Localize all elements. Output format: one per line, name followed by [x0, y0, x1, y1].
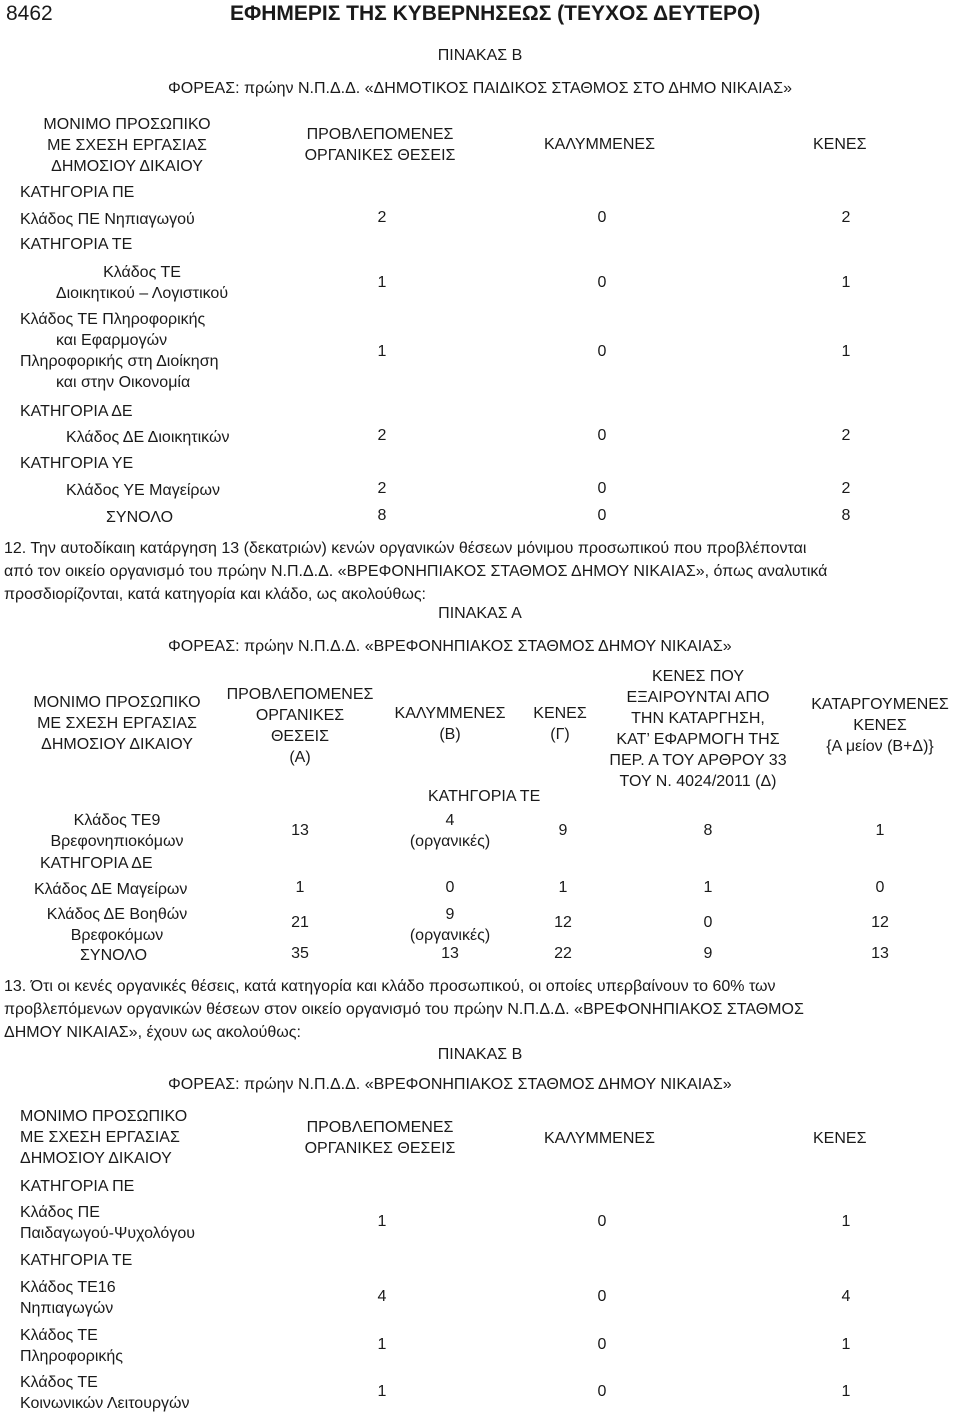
gazette-title: ΕΦΗΜΕΡΙΣ ΤΗΣ ΚΥΒΕΡΝΗΣΕΩΣ (ΤΕΥΧΟΣ ΔΕΥΤΕΡΟ): [230, 2, 761, 25]
category-heading: ΚΑΤΗΓΟΡΙΑ ΠΕ: [20, 184, 135, 201]
table-2-header-planned: ΠΡΟΒΛΕΠΟΜΕΝΕΣ ΟΡΓΑΝΙΚΕΣ ΘΕΣΕΙΣ (Α): [226, 686, 374, 766]
table-3-header-staff: ΜΟΝΙΜΟ ΠΡΟΣΩΠΙΚΟ ΜΕ ΣΧΕΣΗ ΕΡΓΑΣΙΑΣ ΔΗΜΟΣΙΟΥ ΔΙΚΑΙΟΥ: [20, 1108, 188, 1167]
table-2-header-staff: ΜΟΝΙΜΟ ΠΡΟΣΩΠΙΚΟ ΜΕ ΣΧΕΣΗ ΕΡΓΑΣΙΑΣ ΔΗΜΟΣΙΟΥ ΔΙΚΑΙΟΥ: [33, 694, 201, 753]
category-heading: ΚΑΤΗΓΟΡΙΑ ΠΕ: [20, 1178, 135, 1195]
table-3-subtitle: ΦΟΡΕΑΣ: πρώην Ν.Π.Δ.Δ. «ΒΡΕΦΟΝΗΠΙΑΚΟΣ ΣΤΑΘΜΟΣ ΔΗΜΟΥ ΝΙΚΑΙΑΣ»: [168, 1076, 732, 1093]
category-heading: ΚΑΤΗΓΟΡΙΑ ΔΕ: [20, 403, 133, 420]
category-heading: ΚΑΤΗΓΟΡΙΑ ΤΕ: [20, 236, 133, 253]
table-1-header-planned: ΠΡΟΒΛΕΠΟΜΕΝΕΣ ΟΡΓΑΝΙΚΕΣ ΘΕΣΕΙΣ: [304, 126, 456, 164]
table-2-subtitle: ΦΟΡΕΑΣ: πρώην Ν.Π.Δ.Δ. «ΒΡΕΦΟΝΗΠΙΑΚΟΣ ΣΤΑΘΜΟΣ ΔΗΜΟΥ ΝΙΚΑΙΑΣ»: [168, 638, 732, 655]
table-2-header-abolished: ΚΑΤΑΡΓΟΥΜΕΝΕΣ ΚΕΝΕΣ {Α μείον (Β+Δ)}: [811, 696, 949, 755]
table-3-title: ΠΙΝΑΚΑΣ Β: [437, 1046, 523, 1063]
category-heading: ΚΑΤΗΓΟΡΙΑ ΤΕ: [428, 788, 541, 805]
page-header: [0, 0, 960, 30]
table-1-header-covered: ΚΑΛΥΜΜΕΝΕΣ: [544, 136, 655, 153]
table-2-header-covered: ΚΑΛΥΜΜΕΝΕΣ (Β): [394, 705, 506, 743]
table-1-subtitle: ΦΟΡΕΑΣ: πρώην Ν.Π.Δ.Δ. «ΔΗΜΟΤΙΚΟΣ ΠΑΙΔΙΚΟΣ ΣΤΑΘΜΟΣ ΣΤΟ ΔΗΜΟ ΝΙΚΑΙΑΣ»: [167, 80, 792, 97]
page-number: 8462: [6, 2, 53, 25]
table-1-title: ΠΙΝΑΚΑΣ Β: [437, 47, 523, 64]
category-heading: ΚΑΤΗΓΟΡΙΑ ΔΕ: [40, 855, 153, 872]
table-3-header-covered: ΚΑΛΥΜΜΕΝΕΣ: [544, 1130, 655, 1147]
paragraph-12: 12. Την αυτοδίκαιη κατάργηση 13 (δεκατριών) κενών οργανικών θέσεων μόνιμου προσωπικού που προβλέπονται από τον οικείο οργανισμό του πρώην Ν.Π.Δ.Δ. «ΒΡΕΦΟΝΗΠΙΑΚΟΣ ΣΤΑΘΜΟΣ ΔΗΜΟΥ ΝΙΚΑΙΑΣ», όπως αναλυτικά προσδιορίζονται, κατά κατηγορία και κλάδο, ως ακολούθως:: [4, 540, 828, 603]
category-heading: ΚΑΤΗΓΟΡΙΑ ΥΕ: [20, 455, 134, 472]
table-1-header-staff: ΜΟΝΙΜΟ ΠΡΟΣΩΠΙΚΟ ΜΕ ΣΧΕΣΗ ΕΡΓΑΣΙΑΣ ΔΗΜΟΣΙΟΥ ΔΙΚΑΙΟΥ: [43, 116, 211, 175]
table-1-header-vacant: ΚΕΝΕΣ: [813, 136, 867, 153]
table-2-header-excluded: ΚΕΝΕΣ ΠΟΥ ΕΞΑΙΡΟΥΝΤΑΙ ΑΠΟ ΤΗΝ ΚΑΤΑΡΓΗΣΗ, ΚΑΤ’ ΕΦΑΡΜΟΓΗ ΤΗΣ ΠΕΡ. Α ΤΟΥ ΑΡΘΡΟΥ 33 ΤΟΥ Ν. 4024/2011 (Δ): [609, 668, 787, 790]
table-3-header-planned: ΠΡΟΒΛΕΠΟΜΕΝΕΣ ΟΡΓΑΝΙΚΕΣ ΘΕΣΕΙΣ: [304, 1119, 456, 1157]
category-heading: ΚΑΤΗΓΟΡΙΑ ΤΕ: [20, 1252, 133, 1269]
table-3-header-vacant: ΚΕΝΕΣ: [813, 1130, 867, 1147]
table-2-header-vacant: ΚΕΝΕΣ (Γ): [533, 705, 587, 743]
table-2-title: ΠΙΝΑΚΑΣ Α: [438, 605, 522, 622]
paragraph-13: 13. Ότι οι κενές οργανικές θέσεις, κατά κατηγορία και κλάδο προσωπικού, οι οποίες υπερβαίνουν το 60% των προβλεπόμενων οργανικών θέσεων στον οικείο οργανισμό του πρώην Ν.Π.Δ.Δ. «ΒΡΕΦΟΝΗΠΙΑΚΟΣ ΣΤΑΘΜΟΣ ΔΗΜΟΥ ΝΙΚΑΙΑΣ», έχουν ως ακολούθως:: [4, 978, 804, 1041]
